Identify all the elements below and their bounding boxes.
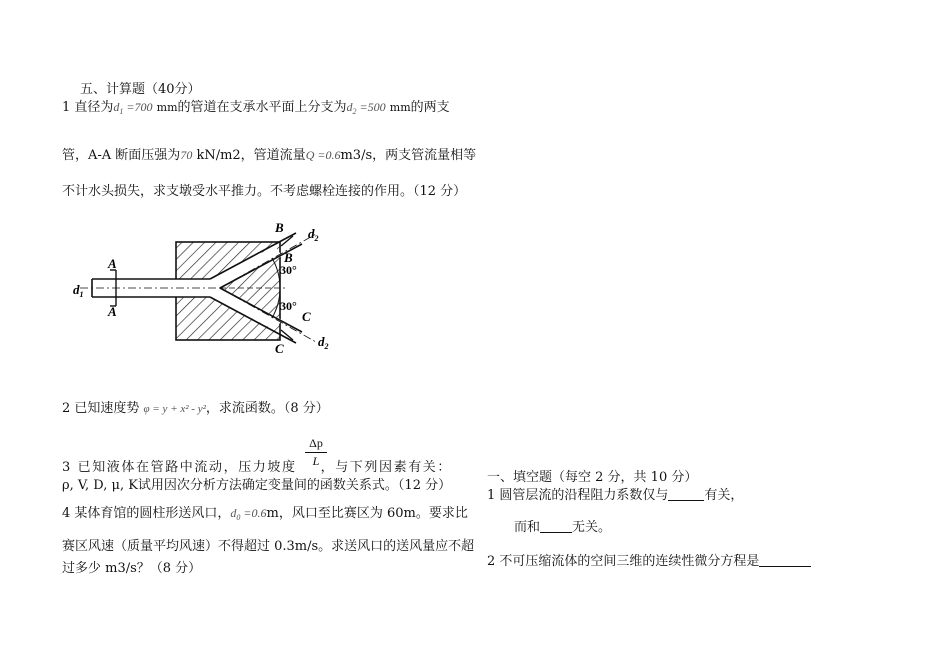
fill-q1-line1	[487, 484, 743, 503]
label-d2-bottom: $d_2$	[318, 334, 329, 351]
label-a-top: A	[108, 256, 117, 271]
pipe-branch-figure	[70, 218, 360, 358]
fill-q1-text: 无关。	[572, 520, 612, 535]
label-angle-bottom: 30°	[280, 299, 297, 313]
label-d1: $d_1$	[73, 282, 84, 299]
q1-text: kN/m2，管道流量	[196, 148, 306, 163]
label-c-bottom: C	[275, 341, 284, 356]
q1-text: 的两支	[410, 100, 450, 115]
q4-line3: 过多少 m3/s？（8 分）	[62, 561, 202, 576]
q3-text: ，与下列因素有关：	[320, 460, 453, 475]
q1-line1	[62, 96, 450, 116]
label-a-bottom: A	[108, 304, 117, 319]
q1-text: 管，A-A 断面压强为	[62, 148, 181, 163]
section-title-fill: 一、填空题（每空 2 分，共 10 分）	[487, 470, 698, 485]
label-angle-top: 30°	[280, 263, 297, 277]
fill-q2-line	[487, 550, 811, 569]
fill-q2-text: 2 不可压缩流体的空间三维的连续性微分方程是	[487, 554, 760, 569]
q1-line3: 不计水头损失，求支墩受水平推力。不考虑螺栓连接的作用。（12 分）	[62, 184, 467, 199]
q1-text: 的管道在支承水平面上分支为	[177, 100, 347, 115]
unit-mm: mm	[389, 101, 411, 114]
section-title-calc: 五、计算题（40分）	[80, 82, 201, 97]
label-b-bottom: B	[284, 250, 293, 265]
answer-blank[interactable]	[668, 488, 704, 501]
q4-line1	[62, 502, 468, 522]
fill-q1-text: 有关，	[704, 488, 744, 503]
velocity-potential-formula: φ = y + x² - y²	[143, 403, 206, 415]
label-c-top: C	[302, 309, 311, 324]
pressure-value: 70	[180, 148, 193, 162]
q3-text: 3 已知液体在管路中流动，压力坡度	[62, 460, 297, 475]
fill-q1-text: 而和	[514, 520, 541, 535]
q3-line1	[62, 456, 452, 475]
q3-line2: ρ, V, D, μ, K试用因次分析方法确定变量间的函数关系式。（12 分）	[62, 478, 452, 493]
q1-text: 1 直径为	[62, 100, 114, 115]
pressure-gradient-fraction: $\frac{\Delta p}{L}$	[305, 436, 327, 469]
answer-blank[interactable]	[759, 554, 811, 567]
flow-symbol: Q =0.6	[305, 148, 341, 162]
q4-text: m，风口至比赛区为 60m。要求比	[266, 506, 468, 521]
q2-text: 2 已知速度势	[62, 401, 140, 416]
q2-line	[62, 397, 329, 416]
q1-text: m3/s，两支管流量相等	[340, 148, 477, 163]
d1-symbol: $d_1 =700$	[113, 100, 153, 116]
fill-q1-text: 1 圆管层流的沿程阻力系数仅与	[487, 488, 669, 503]
fill-q1-line2	[514, 516, 611, 535]
label-b-top: B	[275, 220, 284, 235]
q4-text: 4 某体育馆的圆柱形送风口，	[62, 506, 231, 521]
d0-symbol: $d_0 =0.6$	[230, 506, 267, 522]
d2-symbol: $d_2 =500$	[346, 100, 386, 116]
unit-mm: mm	[156, 101, 178, 114]
q2-text: ，求流函数。（8 分）	[205, 401, 329, 416]
label-d2-top: $d_2$	[308, 226, 319, 243]
q4-line2: 赛区风速（质量平均风速）不得超过 0.3m/s。求送风口的送风量应不超	[62, 539, 475, 554]
q1-line2	[62, 144, 476, 163]
answer-blank[interactable]	[540, 520, 572, 533]
